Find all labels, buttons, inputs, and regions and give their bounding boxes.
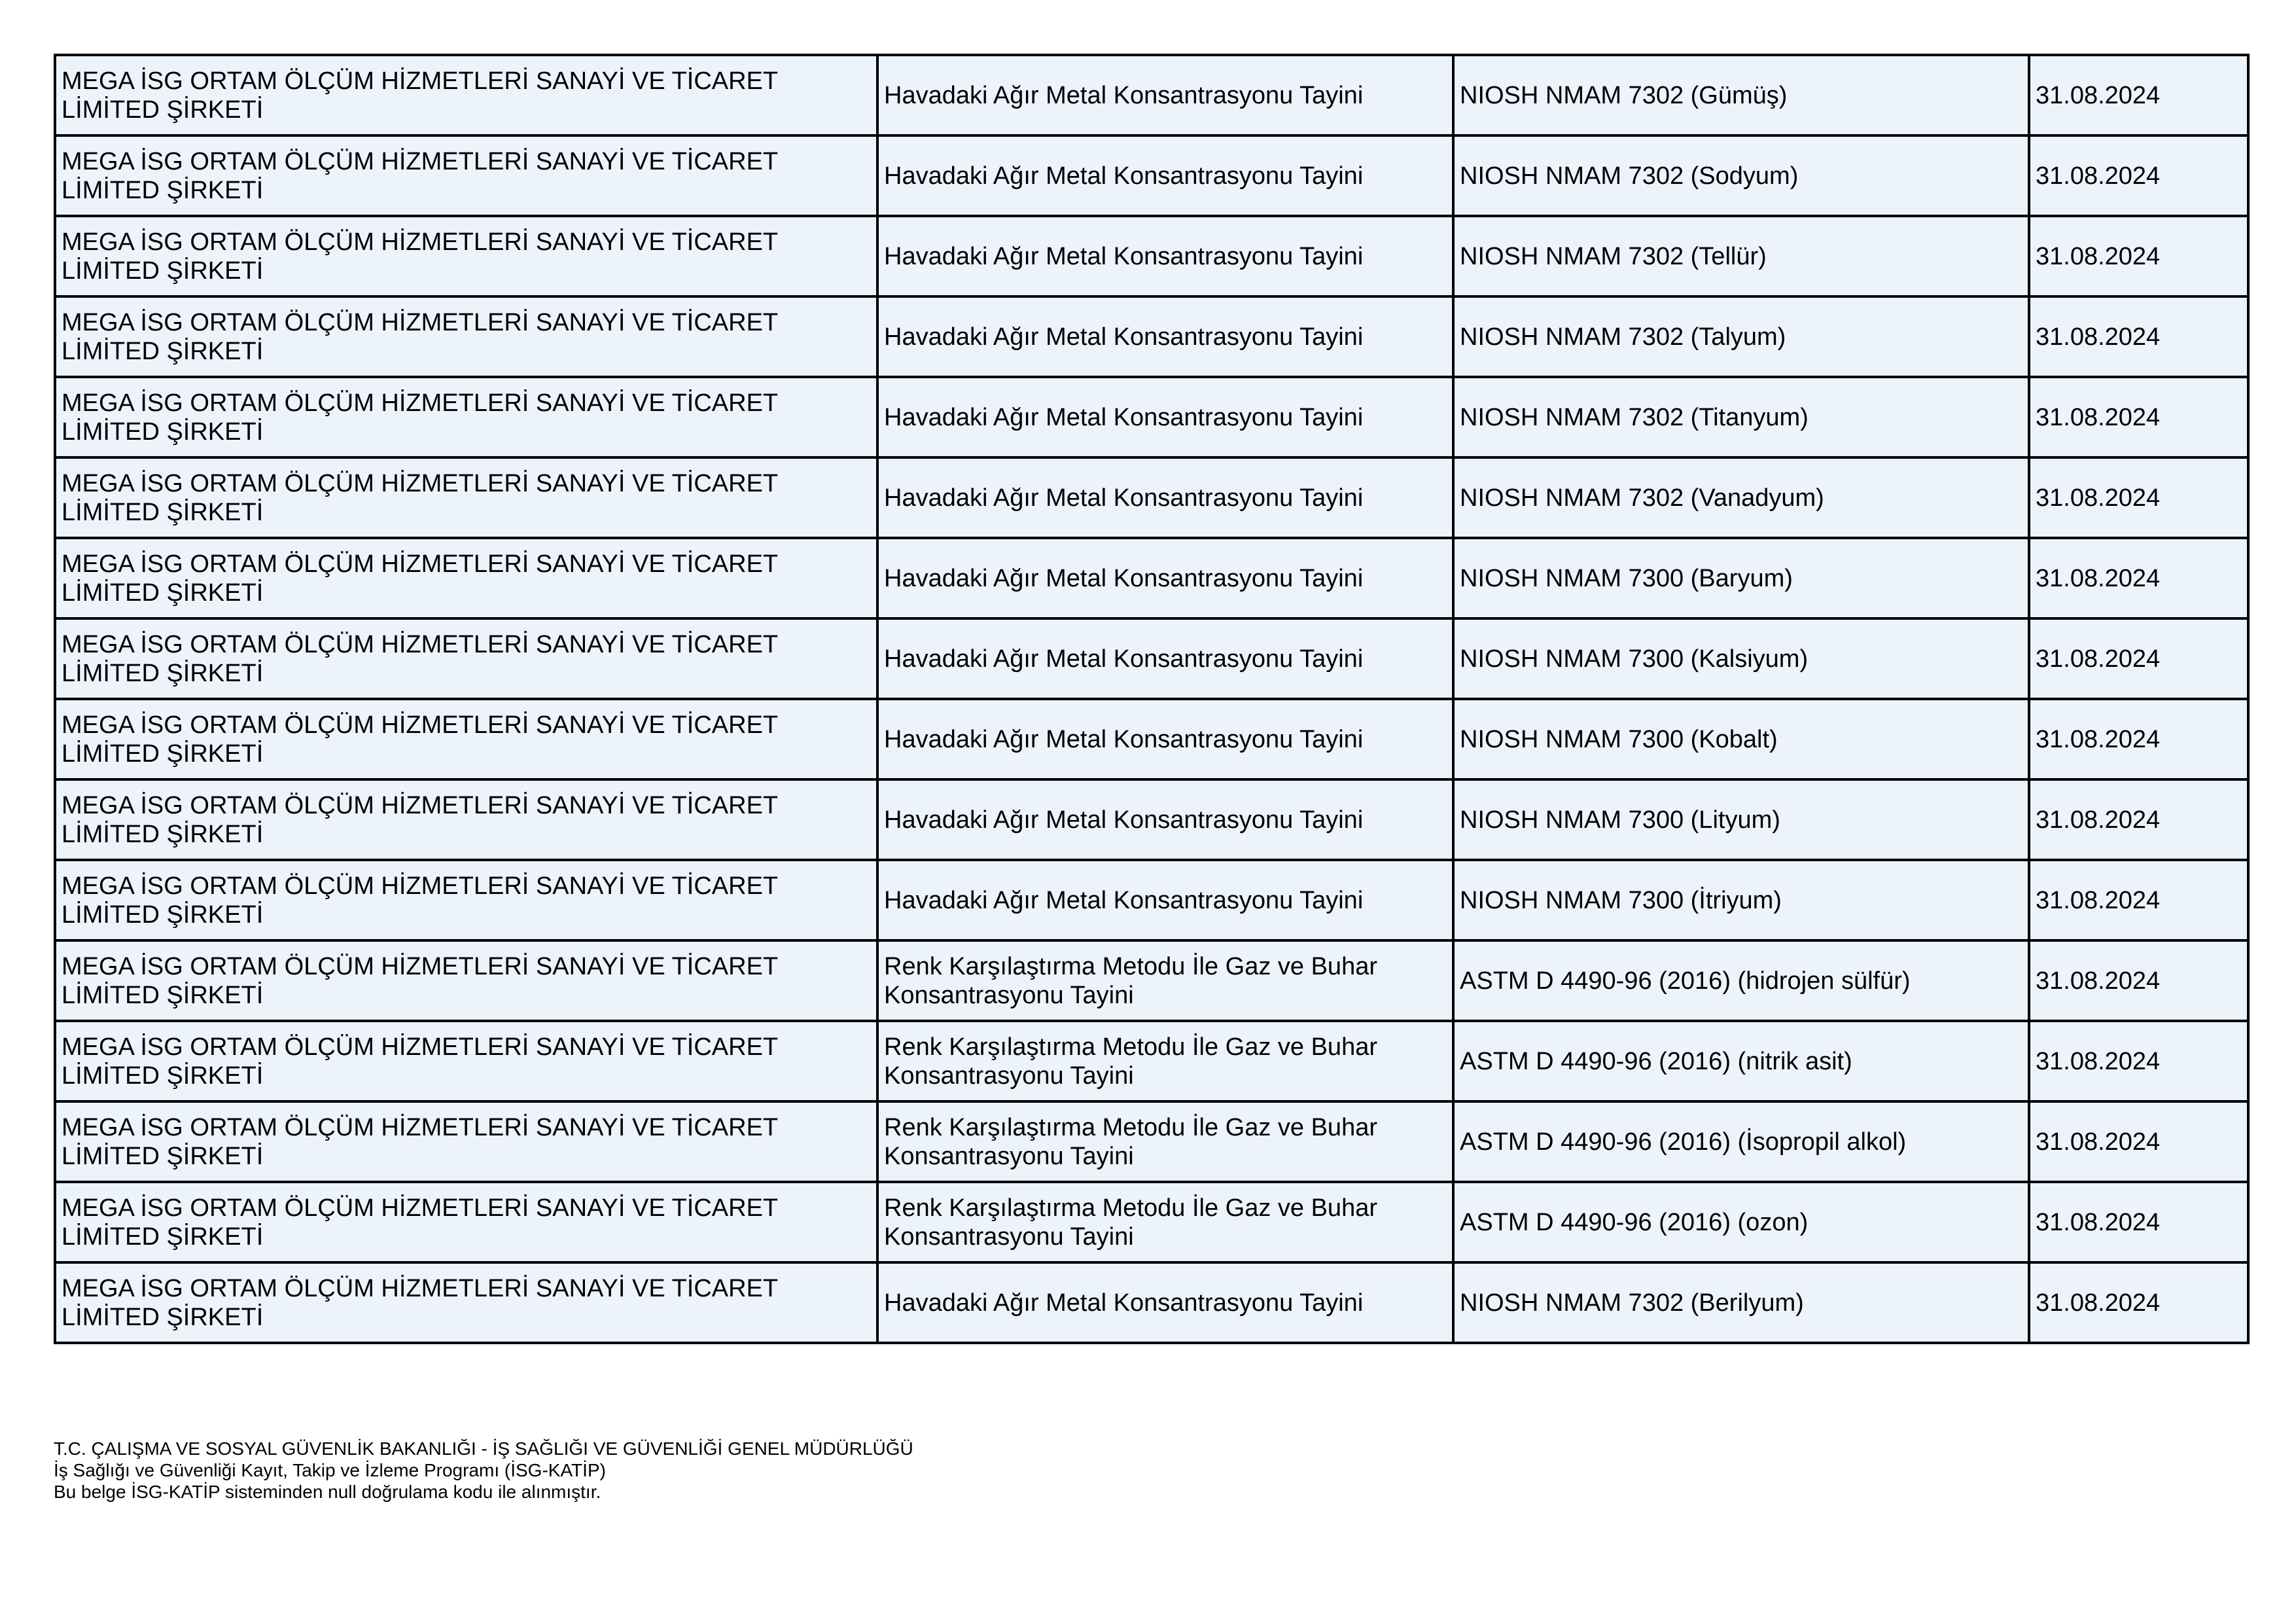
company-cell: MEGA İSG ORTAM ÖLÇÜM HİZMETLERİ SANAYİ VE TİCARET LİMİTED ŞİRKETİ [55,779,877,860]
company-cell: MEGA İSG ORTAM ÖLÇÜM HİZMETLERİ SANAYİ VE TİCARET LİMİTED ŞİRKETİ [55,1182,877,1262]
test-name-cell: Renk Karşılaştırma Metodu İle Gaz ve Buhar Konsantrasyonu Tayini [877,1101,1453,1182]
date-cell: 31.08.2024 [2029,699,2248,779]
date-cell: 31.08.2024 [2029,940,2248,1021]
test-name-cell: Havadaki Ağır Metal Konsantrasyonu Tayini [877,779,1453,860]
date-cell: 31.08.2024 [2029,1182,2248,1262]
table-row [55,457,2248,538]
method-cell: ASTM D 4490-96 (2016) (hidrojen sülfür) [1453,940,2029,1021]
method-cell: ASTM D 4490-96 (2016) (İsopropil alkol) [1453,1101,2029,1182]
table-row [55,699,2248,779]
method-cell: NIOSH NMAM 7302 (Titanyum) [1453,377,2029,457]
test-name-cell: Renk Karşılaştırma Metodu İle Gaz ve Buhar Konsantrasyonu Tayini [877,940,1453,1021]
date-cell: 31.08.2024 [2029,135,2248,216]
date-cell: 31.08.2024 [2029,1101,2248,1182]
method-cell: NIOSH NMAM 7300 (Kalsiyum) [1453,618,2029,699]
date-cell: 31.08.2024 [2029,1262,2248,1343]
test-name-cell: Renk Karşılaştırma Metodu İle Gaz ve Buhar Konsantrasyonu Tayini [877,1021,1453,1101]
method-cell: NIOSH NMAM 7302 (Sodyum) [1453,135,2029,216]
table-row [55,779,2248,860]
company-cell: MEGA İSG ORTAM ÖLÇÜM HİZMETLERİ SANAYİ VE TİCARET LİMİTED ŞİRKETİ [55,1021,877,1101]
method-cell: NIOSH NMAM 7300 (Lityum) [1453,779,2029,860]
table-row [55,216,2248,296]
method-cell: ASTM D 4490-96 (2016) (nitrik asit) [1453,1021,2029,1101]
measurement-table [54,54,2250,1344]
date-cell: 31.08.2024 [2029,216,2248,296]
test-name-cell: Havadaki Ağır Metal Konsantrasyonu Tayini [877,135,1453,216]
company-cell: MEGA İSG ORTAM ÖLÇÜM HİZMETLERİ SANAYİ VE TİCARET LİMİTED ŞİRKETİ [55,860,877,940]
date-cell: 31.08.2024 [2029,55,2248,135]
test-name-cell: Havadaki Ağır Metal Konsantrasyonu Tayini [877,296,1453,377]
test-name-cell: Havadaki Ağır Metal Konsantrasyonu Tayini [877,377,1453,457]
test-name-cell: Havadaki Ağır Metal Konsantrasyonu Tayini [877,538,1453,618]
company-cell: MEGA İSG ORTAM ÖLÇÜM HİZMETLERİ SANAYİ VE TİCARET LİMİTED ŞİRKETİ [55,618,877,699]
table-row [55,1262,2248,1343]
date-cell: 31.08.2024 [2029,457,2248,538]
method-cell: ASTM D 4490-96 (2016) (ozon) [1453,1182,2029,1262]
table-row [55,860,2248,940]
test-name-cell: Havadaki Ağır Metal Konsantrasyonu Tayini [877,860,1453,940]
test-name-cell: Renk Karşılaştırma Metodu İle Gaz ve Buhar Konsantrasyonu Tayini [877,1182,1453,1262]
method-cell: NIOSH NMAM 7300 (Kobalt) [1453,699,2029,779]
date-cell: 31.08.2024 [2029,779,2248,860]
test-name-cell: Havadaki Ağır Metal Konsantrasyonu Tayini [877,699,1453,779]
method-cell: NIOSH NMAM 7302 (Talyum) [1453,296,2029,377]
method-cell: NIOSH NMAM 7302 (Berilyum) [1453,1262,2029,1343]
company-cell: MEGA İSG ORTAM ÖLÇÜM HİZMETLERİ SANAYİ VE TİCARET LİMİTED ŞİRKETİ [55,538,877,618]
table-row [55,538,2248,618]
table-row [55,1021,2248,1101]
date-cell: 31.08.2024 [2029,618,2248,699]
table-row [55,618,2248,699]
date-cell: 31.08.2024 [2029,296,2248,377]
company-cell: MEGA İSG ORTAM ÖLÇÜM HİZMETLERİ SANAYİ VE TİCARET LİMİTED ŞİRKETİ [55,135,877,216]
test-name-cell: Havadaki Ağır Metal Konsantrasyonu Tayini [877,1262,1453,1343]
company-cell: MEGA İSG ORTAM ÖLÇÜM HİZMETLERİ SANAYİ VE TİCARET LİMİTED ŞİRKETİ [55,216,877,296]
test-name-cell: Havadaki Ağır Metal Konsantrasyonu Tayini [877,457,1453,538]
date-cell: 31.08.2024 [2029,1021,2248,1101]
company-cell: MEGA İSG ORTAM ÖLÇÜM HİZMETLERİ SANAYİ VE TİCARET LİMİTED ŞİRKETİ [55,940,877,1021]
table-body [55,55,2248,1343]
footer-program-line: İş Sağlığı ve Güvenliği Kayıt, Takip ve İzleme Programı (İSG-KATİP) [54,1460,606,1480]
test-name-cell: Havadaki Ağır Metal Konsantrasyonu Tayini [877,216,1453,296]
footer-ministry-line: T.C. ÇALIŞMA VE SOSYAL GÜVENLİK BAKANLIĞI - İŞ SAĞLIĞI VE GÜVENLİĞİ GENEL MÜDÜRLÜĞÜ [54,1438,913,1459]
company-cell: MEGA İSG ORTAM ÖLÇÜM HİZMETLERİ SANAYİ VE TİCARET LİMİTED ŞİRKETİ [55,296,877,377]
method-cell: NIOSH NMAM 7302 (Vanadyum) [1453,457,2029,538]
document-footer [54,1438,913,1503]
table-row [55,135,2248,216]
table-row [55,55,2248,135]
table-row [55,940,2248,1021]
table-row [55,296,2248,377]
date-cell: 31.08.2024 [2029,377,2248,457]
method-cell: NIOSH NMAM 7302 (Gümüş) [1453,55,2029,135]
date-cell: 31.08.2024 [2029,538,2248,618]
method-cell: NIOSH NMAM 7300 (İtriyum) [1453,860,2029,940]
test-name-cell: Havadaki Ağır Metal Konsantrasyonu Tayini [877,618,1453,699]
date-cell: 31.08.2024 [2029,860,2248,940]
table-row [55,1182,2248,1262]
table-row [55,1101,2248,1182]
company-cell: MEGA İSG ORTAM ÖLÇÜM HİZMETLERİ SANAYİ VE TİCARET LİMİTED ŞİRKETİ [55,457,877,538]
company-cell: MEGA İSG ORTAM ÖLÇÜM HİZMETLERİ SANAYİ VE TİCARET LİMİTED ŞİRKETİ [55,377,877,457]
test-name-cell: Havadaki Ağır Metal Konsantrasyonu Tayini [877,55,1453,135]
company-cell: MEGA İSG ORTAM ÖLÇÜM HİZMETLERİ SANAYİ VE TİCARET LİMİTED ŞİRKETİ [55,699,877,779]
footer-verification-line: Bu belge İSG-KATİP sisteminden null doğrulama kodu ile alınmıştır. [54,1482,601,1502]
company-cell: MEGA İSG ORTAM ÖLÇÜM HİZMETLERİ SANAYİ VE TİCARET LİMİTED ŞİRKETİ [55,1101,877,1182]
table-row [55,377,2248,457]
company-cell: MEGA İSG ORTAM ÖLÇÜM HİZMETLERİ SANAYİ VE TİCARET LİMİTED ŞİRKETİ [55,1262,877,1343]
company-cell: MEGA İSG ORTAM ÖLÇÜM HİZMETLERİ SANAYİ VE TİCARET LİMİTED ŞİRKETİ [55,55,877,135]
method-cell: NIOSH NMAM 7302 (Tellür) [1453,216,2029,296]
method-cell: NIOSH NMAM 7300 (Baryum) [1453,538,2029,618]
